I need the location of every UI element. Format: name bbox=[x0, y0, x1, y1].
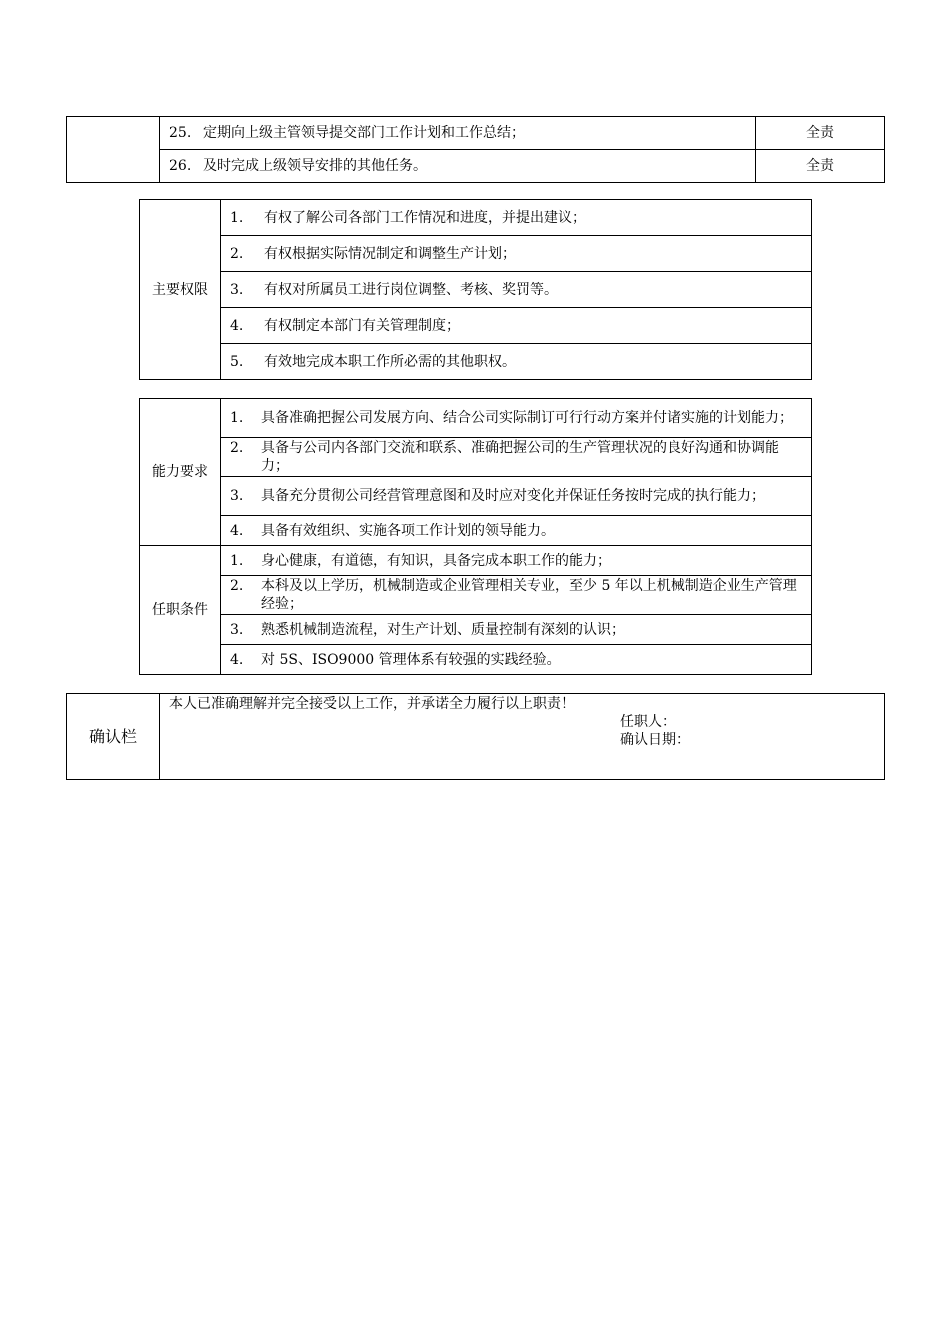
item-number: 5. bbox=[230, 353, 244, 370]
authority-item bbox=[221, 344, 812, 380]
item-text: 具备充分贯彻公司经营管理意图和及时应对变化并保证任务按时完成的执行能力； bbox=[261, 488, 765, 504]
item-number: 3. bbox=[230, 621, 244, 638]
item-text: 具备准确把握公司发展方向、结合公司实际制订可行行动方案并付诸实施的计划能力； bbox=[261, 410, 793, 426]
table-row bbox=[140, 576, 812, 615]
confirmation-date-label: 确认日期： bbox=[620, 732, 690, 748]
item-text: 具备有效组织、实施各项工作计划的领导能力。 bbox=[261, 522, 555, 539]
item-text: 有权对所属员工进行岗位调整、考核、奖罚等。 bbox=[264, 281, 558, 298]
duty-item bbox=[160, 150, 756, 183]
duty-number: 26. bbox=[169, 158, 192, 174]
authority-item bbox=[221, 272, 812, 308]
confirmation-label: 确认栏 bbox=[67, 694, 160, 780]
table-row bbox=[140, 546, 812, 576]
requirements-table bbox=[139, 398, 812, 675]
qualification-item bbox=[221, 615, 812, 645]
item-number: 4. bbox=[230, 317, 244, 334]
item-number: 1. bbox=[230, 209, 244, 226]
table-row bbox=[140, 438, 812, 477]
table-row bbox=[140, 344, 812, 380]
authority-item bbox=[221, 200, 812, 236]
abilities-label: 能力要求 bbox=[140, 399, 221, 546]
item-number: 1. bbox=[230, 552, 244, 569]
item-text: 有效地完成本职工作所必需的其他职权。 bbox=[264, 353, 516, 370]
authority-table bbox=[139, 199, 812, 380]
table-row bbox=[140, 272, 812, 308]
item-number: 4. bbox=[230, 522, 244, 539]
item-text: 具备与公司内各部门交流和联系、准确把握公司的生产管理状况的良好沟通和协调能力； bbox=[261, 440, 779, 474]
table-row bbox=[140, 516, 812, 546]
authority-item bbox=[221, 236, 812, 272]
holder-signature-label: 任职人： bbox=[620, 714, 676, 730]
duty-text: 及时完成上级领导安排的其他任务。 bbox=[203, 158, 427, 174]
table-row bbox=[140, 308, 812, 344]
item-number: 3. bbox=[230, 488, 244, 504]
authority-label: 主要权限 bbox=[140, 200, 221, 380]
table-row bbox=[140, 645, 812, 675]
item-number: 2. bbox=[230, 440, 244, 456]
table-row bbox=[140, 477, 812, 516]
item-number: 2. bbox=[230, 245, 244, 262]
item-number: 3. bbox=[230, 281, 244, 298]
qualification-item bbox=[221, 576, 812, 615]
duty-item bbox=[160, 117, 756, 150]
table-row bbox=[67, 150, 885, 183]
confirmation-table bbox=[66, 693, 885, 780]
confirmation-content bbox=[160, 694, 885, 780]
item-text: 身心健康，有道德，有知识，具备完成本职工作的能力； bbox=[261, 552, 611, 569]
item-text: 有权根据实际情况制定和调整生产计划； bbox=[264, 245, 516, 262]
confirmation-statement: 本人已准确理解并完全接受以上工作，并承诺全力履行以上职责！ bbox=[169, 696, 575, 712]
ability-item bbox=[221, 399, 812, 438]
item-text: 本科及以上学历，机械制造或企业管理相关专业，至少 5 年以上机械制造企业生产管理经验； bbox=[261, 578, 797, 612]
item-number: 2. bbox=[230, 578, 244, 594]
item-text: 有权制定本部门有关管理制度； bbox=[264, 317, 460, 334]
table-row bbox=[67, 694, 885, 780]
duty-text: 定期向上级主管领导提交部门工作计划和工作总结； bbox=[203, 125, 525, 141]
authority-item bbox=[221, 308, 812, 344]
ability-item bbox=[221, 477, 812, 516]
table-row bbox=[140, 236, 812, 272]
table-row bbox=[67, 117, 885, 150]
table-row bbox=[140, 200, 812, 236]
duty-number: 25. bbox=[169, 125, 192, 141]
duty-responsibility: 全责 bbox=[756, 150, 885, 183]
duties-label-cell bbox=[67, 117, 160, 183]
ability-item bbox=[221, 438, 812, 477]
item-text: 对 5S、ISO9000 管理体系有较强的实践经验。 bbox=[261, 651, 561, 668]
item-text: 熟悉机械制造流程，对生产计划、质量控制有深刻的认识； bbox=[261, 621, 625, 638]
item-number: 1. bbox=[230, 410, 244, 426]
item-text: 有权了解公司各部门工作情况和进度，并提出建议； bbox=[264, 209, 586, 226]
duty-responsibility: 全责 bbox=[756, 117, 885, 150]
item-number: 4. bbox=[230, 651, 244, 668]
duties-table bbox=[66, 116, 885, 183]
ability-item bbox=[221, 516, 812, 546]
qualifications-label: 任职条件 bbox=[140, 546, 221, 675]
table-row bbox=[140, 399, 812, 438]
table-row bbox=[140, 615, 812, 645]
qualification-item bbox=[221, 546, 812, 576]
qualification-item bbox=[221, 645, 812, 675]
